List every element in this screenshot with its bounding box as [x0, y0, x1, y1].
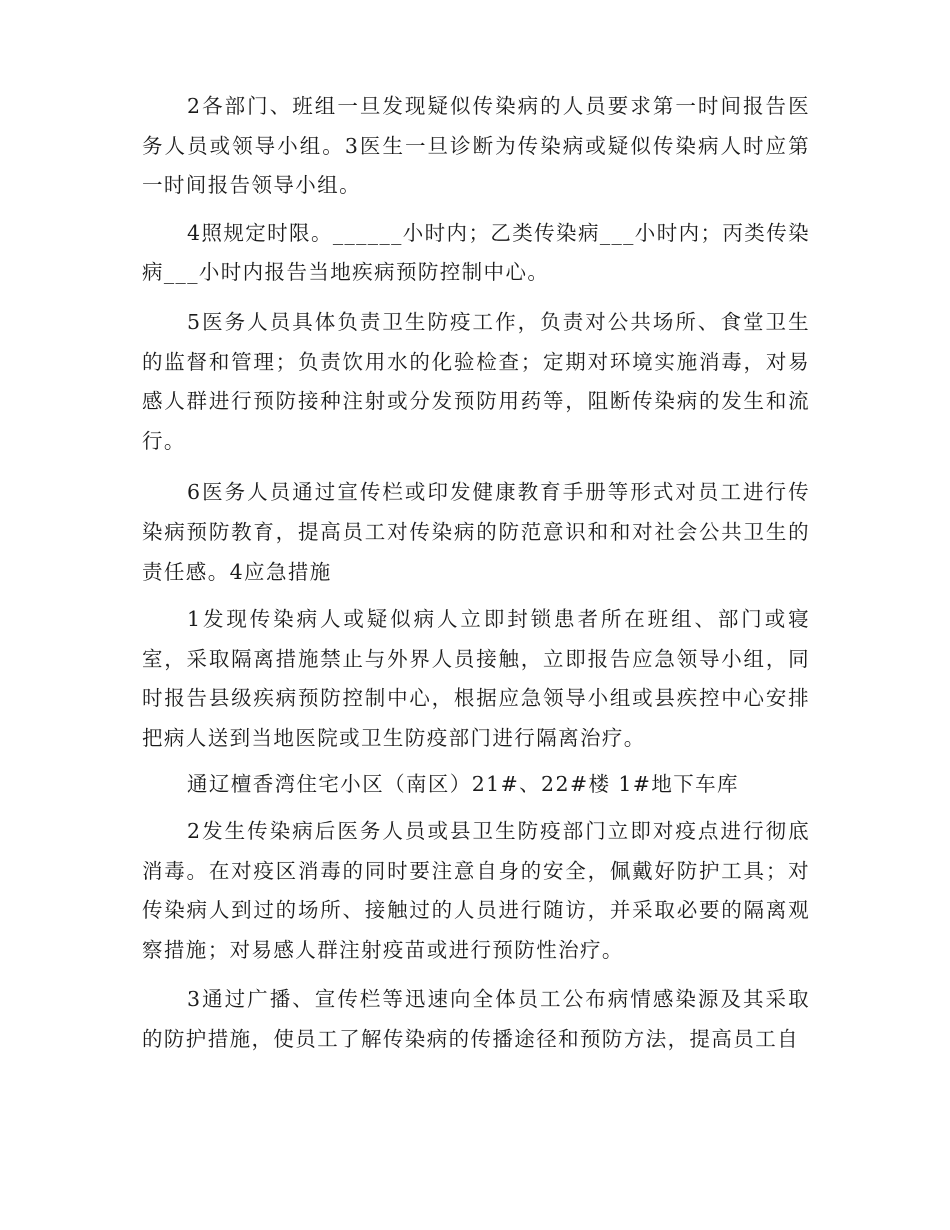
paragraph-isolation-measures: 1发现传染病人或疑似病人立即封锁患者所在班组、部门或寝室，采取隔离措施禁止与外界人员接触，立即报告应急领导小组，同时报告县级疾病预防控制中心，根据应急领导小组或县疾控中心安排把病人送到当地医院或卫生防疫部门进行隔离治疗。	[142, 607, 810, 750]
paragraph-time-limits: 4照规定时限。______小时内；乙类传染病___小时内；丙类传染病___小时内报告当地疾病预防控制中心。	[142, 220, 810, 285]
paragraph-report-suspected: 2各部门、班组一旦发现疑似传染病的人员要求第一时间报告医务人员或领导小组。3医生一旦诊断为传染病或疑似传染病人时应第一时间报告领导小组。	[142, 94, 810, 198]
paragraph-announcement: 3通过广播、宣传栏等迅速向全体员工公布病情感染源及其采取的防护措施，使员工了解传染病的传播途径和预防方法，提高员工自	[142, 987, 810, 1052]
paragraph-medical-staff-duties: 5医务人员具体负责卫生防疫工作，负责对公共场所、食堂卫生的监督和管理；负责饮用水的化验检查；定期对环境实施消毒，对易感人群进行预防接种注射或分发预防用药等，阻断传染病的发生和流行。	[142, 309, 810, 453]
paragraph-project-name: 通辽檀香湾住宅小区（南区）21#、22#楼 1#地下车库	[187, 771, 739, 796]
paragraph-health-education: 6医务人员通过宣传栏或印发健康教育手册等形式对员工进行传染病预防教育，提高员工对传染病的防范意识和和对社会公共卫生的责任感。4应急措施	[142, 480, 810, 584]
document-body	[142, 87, 810, 1068]
paragraph-disinfection: 2发生传染病后医务人员或县卫生防疫部门立即对疫点进行彻底消毒。在对疫区消毒的同时要注意自身的安全，佩戴好防护工具；对传染病人到过的场所、接触过的人员进行随访，并采取必要的隔离观察措施；对易感人群注射疫苗或进行预防性治疗。	[142, 819, 810, 962]
